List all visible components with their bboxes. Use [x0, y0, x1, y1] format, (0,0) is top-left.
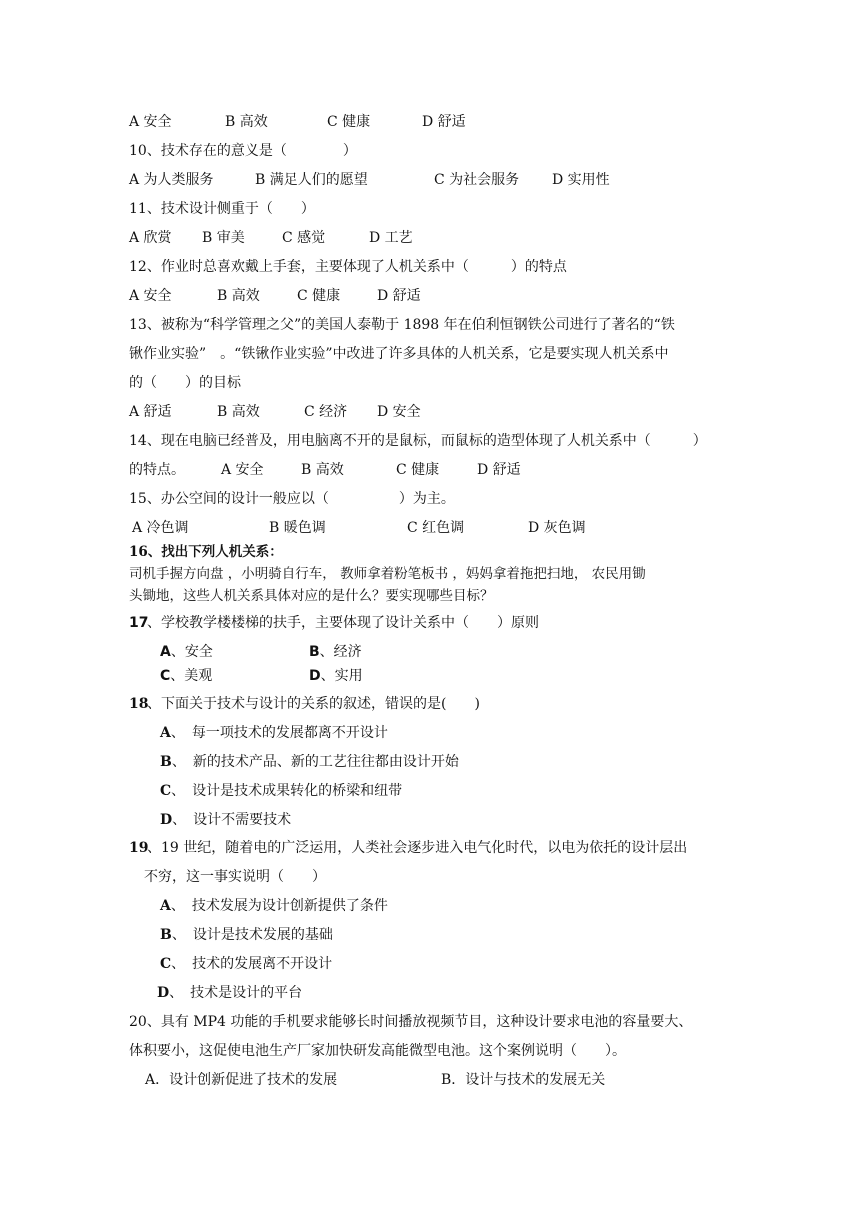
q20-stem-line1: 20、具有 MP4 功能的手机要求能够长时间播放视频节目，这种设计要求电池的容量要大、 [129, 1014, 693, 1030]
q15-stem: 15、办公空间的设计一般应以（ ）为主。 [129, 491, 455, 507]
q15-option-b[interactable]: B 暖色调 [269, 520, 326, 536]
q13-stem-line1: 13、被称为“科学管理之父”的美国人泰勒于 1898 年在伯利恒钢铁公司进行了著名的“铁 [129, 317, 675, 333]
q10-option-b[interactable]: B 满足人们的愿望 [255, 172, 368, 188]
q13-option-d[interactable]: D 安全 [377, 404, 421, 420]
q19-option-a[interactable] [160, 897, 388, 915]
q19-option-d[interactable] [157, 984, 302, 1002]
q9-option-c[interactable]: C 健康 [327, 114, 371, 130]
q15-option-d[interactable]: D 灰色调 [528, 520, 586, 536]
q19-option-b-letter: B [160, 927, 172, 943]
q19-option-a-letter: A [160, 898, 171, 914]
q17-option-c-letter: C [160, 668, 171, 684]
q13-stem-line3: 的（ ）的目标 [129, 375, 241, 391]
q18-option-b[interactable] [160, 753, 459, 771]
q14-option-c[interactable]: C 健康 [396, 462, 440, 478]
q20-option-a[interactable]: A．设计创新促进了技术的发展 [145, 1072, 338, 1088]
q17-number: 17 [129, 615, 149, 631]
q10-stem: 10、技术存在的意义是（ ） [129, 143, 357, 159]
q19-option-c[interactable] [160, 955, 332, 973]
q13-option-a[interactable]: A 舒适 [129, 404, 172, 420]
q9-option-b[interactable]: B 高效 [225, 114, 268, 130]
q17-option-a-letter: A [160, 644, 171, 660]
q14-option-a[interactable]: A 安全 [221, 462, 264, 478]
q14-stem-line2: 的特点。 [129, 462, 185, 478]
q19-option-c-letter: C [160, 956, 172, 972]
q17-option-d-letter: D [309, 668, 321, 684]
q20-stem-line2: 体积要小，这促使电池生产厂家加快研发高能微型电池。这个案例说明（ ）。 [129, 1043, 626, 1059]
q12-option-d[interactable]: D 舒适 [377, 288, 421, 304]
q19-option-a-text: 、 技术发展为设计创新提供了条件 [170, 898, 388, 914]
q19-option-d-text: 、 技术是设计的平台 [169, 985, 303, 1001]
q10-option-d[interactable]: D 实用性 [552, 172, 610, 188]
q15-option-a[interactable]: A 冷色调 [132, 520, 189, 536]
q18-number: 18 [129, 696, 149, 712]
q17-stem: 、学校教学楼楼梯的扶手，主要体现了设计关系中（ ）原则 [147, 615, 539, 631]
q17-option-c-text: 、美观 [170, 668, 213, 684]
q11-option-d[interactable]: D 工艺 [369, 230, 413, 246]
q11-stem: 11、技术设计侧重于（ ） [129, 201, 315, 217]
q13-option-b[interactable]: B 高效 [217, 404, 260, 420]
q17-option-b-text: 、经济 [319, 644, 362, 660]
q11-option-c[interactable]: C 感觉 [282, 230, 326, 246]
q11-option-b[interactable]: B 审美 [202, 230, 245, 246]
q18-option-c-text: 、 设计是技术成果转化的桥梁和纽带 [171, 783, 403, 799]
q19-stem: 、19 世纪，随着电的广泛运用，人类社会逐步进入电气化时代，以电为依托的设计层出 [147, 840, 688, 856]
q17-option-c[interactable] [160, 667, 212, 685]
q17-option-a-text: 、安全 [170, 644, 213, 660]
q18-option-d[interactable] [160, 811, 291, 829]
q19-option-c-text: 、 技术的发展离不开设计 [171, 956, 333, 972]
q18-option-a[interactable] [160, 724, 388, 742]
q14-option-d[interactable]: D 舒适 [477, 462, 521, 478]
q13-stem-line2: 锹作业实验” 。“铁锹作业实验”中改进了许多具体的人机关系，它是要实现人机关系中 [129, 346, 669, 362]
q14-option-b[interactable]: B 高效 [301, 462, 344, 478]
q16-line2: 司机手握方向盘 ，小明骑自行车， 教师拿着粉笔板书 ，妈妈拿着拖把扫地， 农民用锄 [129, 566, 646, 582]
q17-option-a[interactable] [160, 643, 213, 661]
q9-option-a[interactable]: A 安全 [129, 114, 172, 130]
q12-option-a[interactable]: A 安全 [129, 288, 172, 304]
q12-option-b[interactable]: B 高效 [217, 288, 260, 304]
q18-option-a-text: 、 每一项技术的发展都离不开设计 [170, 725, 388, 741]
q17-option-d[interactable] [309, 667, 363, 685]
q14-stem-line1: 14、现在电脑已经普及，用电脑离不开的是鼠标，而鼠标的造型体现了人机关系中（ ） [129, 433, 707, 449]
q18-option-d-letter: D [160, 812, 173, 828]
q12-option-c[interactable]: C 健康 [297, 288, 341, 304]
q10-option-a[interactable]: A 为人类服务 [129, 172, 214, 188]
q12-stem: 12、作业时总喜欢戴上手套，主要体现了人机关系中（ ）的特点 [129, 259, 567, 275]
q11-option-a[interactable]: A 欣赏 [129, 230, 172, 246]
q17-option-d-text: 、实用 [320, 668, 363, 684]
q18-option-d-text: 、 设计不需要技术 [172, 812, 292, 828]
q16-stem: 16、找出下列人机关系： [129, 544, 283, 560]
q17-option-b[interactable] [309, 643, 362, 661]
q13-option-c[interactable]: C 经济 [304, 404, 348, 420]
q19-option-b-text: 、 设计是技术发展的基础 [171, 927, 333, 943]
q10-option-c[interactable]: C 为社会服务 [434, 172, 520, 188]
q18-option-c[interactable] [160, 782, 402, 800]
q19-option-d-letter: D [157, 985, 170, 1001]
q18-option-b-letter: B [160, 754, 172, 770]
q19-option-b[interactable] [160, 926, 333, 944]
q16-line3: 头锄地，这些人机关系具体对应的是什么？要实现哪些目标？ [129, 588, 494, 604]
q17-option-b-letter: B [309, 644, 320, 660]
q19-number: 19 [129, 840, 149, 856]
q18-stem: 、下面关于技术与设计的关系的叙述，错误的是( ) [147, 696, 480, 712]
q18-option-c-letter: C [160, 783, 172, 799]
q15-option-c[interactable]: C 红色调 [407, 520, 465, 536]
q19-stem-line2: 不穷，这一事实说明（ ） [144, 869, 326, 885]
q18-option-a-letter: A [160, 725, 171, 741]
q20-option-b[interactable]: B．设计与技术的发展无关 [441, 1072, 606, 1088]
q18-option-b-text: 、 新的技术产品、新的工艺往往都由设计开始 [171, 754, 459, 770]
q9-option-d[interactable]: D 舒适 [422, 114, 466, 130]
